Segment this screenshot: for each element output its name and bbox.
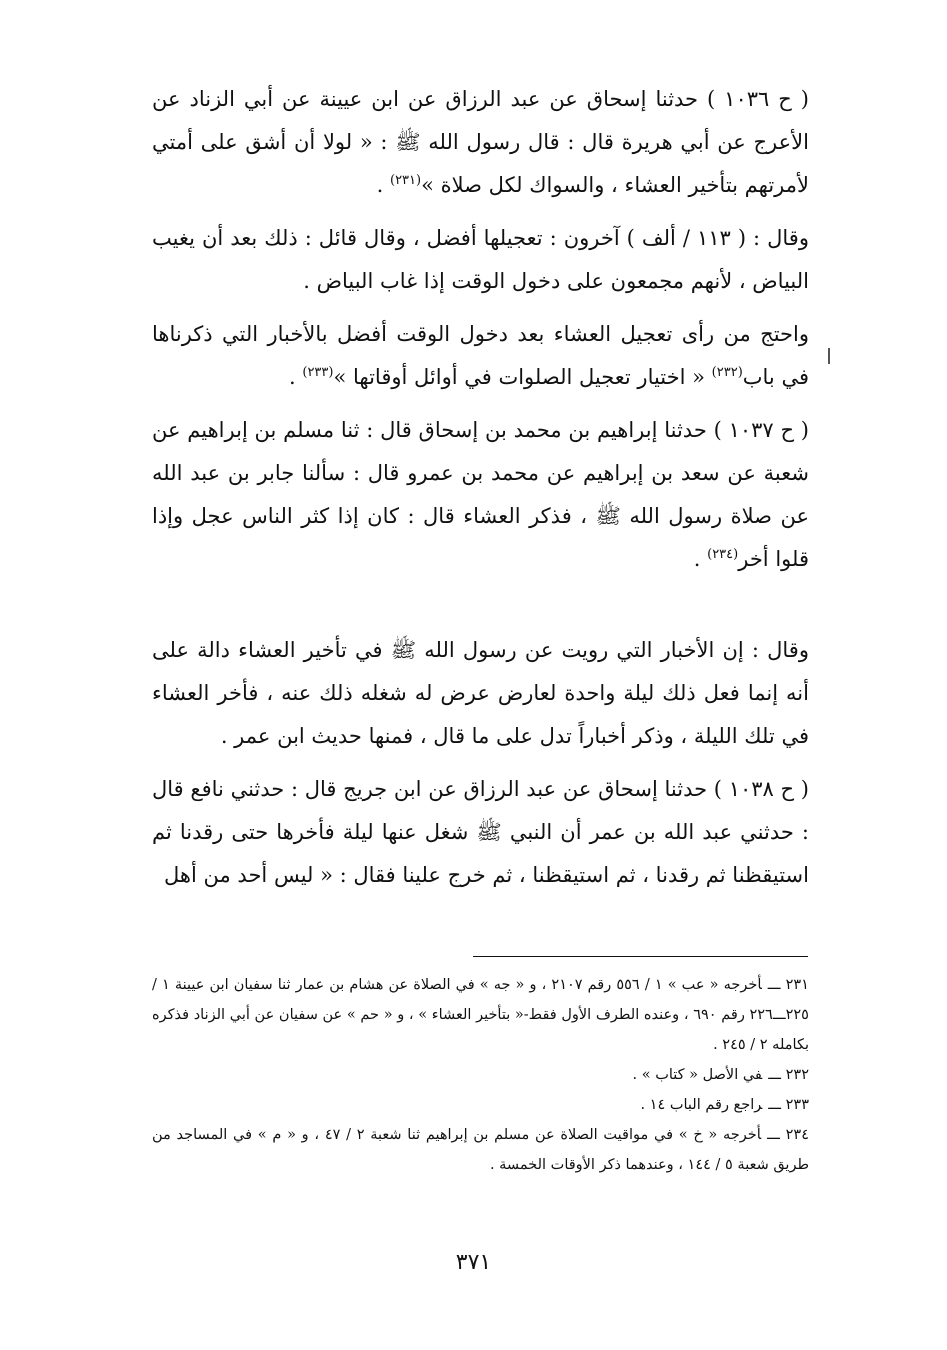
margin-mark [828, 348, 830, 364]
paragraph-hadith-1038 [152, 768, 809, 897]
footnote-233 [152, 1090, 809, 1120]
paragraph-text: وقال : إن الأخبار التي رويت عن رسول الله ﷺ في تأخير العشاء دالة على أنه إنما فعل ذلك ليلة واحدة لعارض عرض له شغله ذلك عنه ، فأخر العشاء في تلك الليلة ، وذكر أخباراً تدل على ما قال ، فمنها حديث ابن عمر . [152, 638, 809, 748]
paragraph-text: واحتج من رأى تعجيل العشاء بعد دخول الوقت أفضل بالأخبار التي ذكرناها في باب [152, 322, 809, 389]
paragraph-text: ( ح ١٠٣٨ ) حدثنا إسحاق عن عبد الرزاق عن ابن جريج قال : حدثني نافع قال : حدثني عبد الله بن عمر أن النبي ﷺ شغل عنها ليلة فأخرها حتى رقدنا ثم استيقظنا ثم رقدنا ، ثم استيقظنا ، ثم خرج علينا فقال : « ليس أحد من أهل [152, 777, 809, 887]
paragraph-tail: . [376, 173, 390, 197]
paragraph-text: ( ح ١٠٣٧ ) حدثنا إبراهيم بن محمد بن إسحاق قال : ثنا مسلم بن إبراهيم عن شعبة عن سعد بن إبراهيم عن محمد بن عمرو قال : سألنا جابر بن عبد الله عن صلاة رسول الله ﷺ ، فذكر العشاء قال : كان إذا كثر الناس عجل وإذا قلوا أخر [152, 418, 809, 571]
footnote-232 [152, 1060, 809, 1090]
footnote-number: ٢٣٤ ـــ [767, 1127, 810, 1143]
footnote-number: ٢٣٢ ـــ [768, 1067, 809, 1083]
paragraph-tail: . [693, 547, 708, 571]
footnote-234 [152, 1120, 809, 1180]
footnote-number: ٢٣١ ـــ [767, 977, 809, 993]
footnote-ref[interactable]: (٢٣١) [390, 173, 422, 188]
footnote-text: في الأصل « كتاب » . [632, 1067, 763, 1083]
paragraph-text: وقال : ( ١١٣ / ألف ) آخرون : تعجيلها أفضل ، وقال قائل : ذلك بعد أن يغيب البياض ، لأنهم مجمعون على دخول الوقت إذا غاب البياض . [152, 226, 809, 293]
footnote-divider [473, 956, 808, 957]
paragraph-tail: « اختيار تعجيل الصلوات في أوائل أوقاتها » [333, 365, 712, 389]
footnotes [152, 970, 809, 1180]
footnote-231 [152, 970, 809, 1060]
paragraph-statement [152, 629, 809, 758]
paragraph-hadith-1036 [152, 78, 809, 207]
paragraph-tail: . [289, 365, 303, 389]
footnote-ref[interactable]: (٢٣٣) [302, 365, 334, 380]
paragraph-hadith-1037 [152, 409, 809, 581]
page-number: ٣٧١ [455, 1250, 492, 1275]
footnote-number: ٢٣٣ ـــ [768, 1097, 809, 1113]
footnote-ref[interactable]: (٢٣٢) [711, 365, 743, 380]
footnote-text: أخرجه « عب » ١ / ٥٥٦ رقم ٢١٠٧ ، و « جه » في الصلاة عن هشام بن عمار ثنا سفيان ابن عيينة ١ / ٢٢٥ـــ٢٢٦ رقم ٦٩٠ ، وعنده الطرف الأول فقط-« بتأخير العشاء » ، و « حم » عن سفيان عن أبي الزناد فذكره بكامله ٢ / ٢٤٥ . [152, 977, 809, 1053]
paragraph-argument [152, 313, 809, 399]
paragraph-opinion [152, 217, 809, 303]
paragraph-text: ( ح ١٠٣٦ ) حدثنا إسحاق عن عبد الرزاق عن ابن عيينة عن أبي الزناد عن الأعرج عن أبي هريرة قال : قال رسول الله ﷺ : « لولا أن أشق على أمتي لأمرتهم بتأخير العشاء ، والسواك لكل صلاة » [152, 87, 809, 197]
footnote-ref[interactable]: (٢٣٤) [707, 547, 739, 562]
footnote-text: راجع رقم الباب ١٤ . [640, 1097, 763, 1113]
footnote-text: أخرجه « خ » في مواقيت الصلاة عن مسلم بن إبراهيم ثنا شعبة ٢ / ٤٧ ، و « م » في المساجد من طريق شعبة ٥ / ١٤٤ ، وعندهما ذكر الأوقات الخمسة . [152, 1127, 809, 1173]
